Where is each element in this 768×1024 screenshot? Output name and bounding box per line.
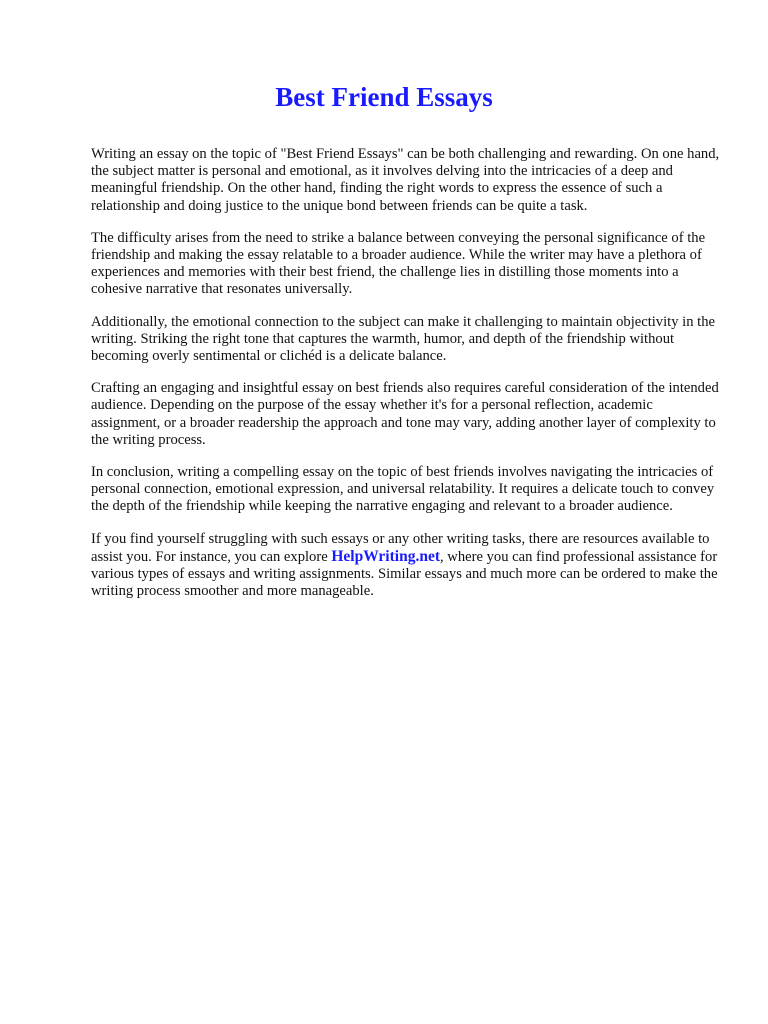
paragraph-6 [91,531,721,601]
paragraph-5: In conclusion, writing a compelling essay on the topic of best friends involves navigating the intricacies of personal connection, emotional expression, and universal relatability. It requires a delicate touch to convey the depth of the friendship while keeping the narrative engaging and relevant to a broader audience. [91,464,715,515]
helpwriting-link[interactable]: HelpWriting.net [331,547,440,565]
paragraph-1: Writing an essay on the topic of "Best Friend Essays" can be both challenging and rewarding. On one hand, the subject matter is personal and emotional, as it involves delving into the intricacies of a deep and meaningful friendship. On the other hand, finding the right words to express the essence of such a relationship and doing justice to the unique bond between friends can be quite a task. [91,146,720,214]
paragraph-4: Crafting an engaging and insightful essay on best friends also requires careful consideration of the intended audience. Depending on the purpose of the essay whether it's for a personal reflection, academic assignment, or a broader readership the approach and tone may vary, adding another layer of complexity to the writing process. [91,380,719,448]
paragraph-6-text-before-link: If you find yourself struggling with such essays or any other writing tasks, there are resources available to assist you. For instance, you can explore [91,530,710,565]
essay-body [91,146,721,615]
page-title: Best Friend Essays [275,82,493,112]
paragraph-6-text-after-link: , where you can find professional assistance for various types of essays and writing assignments. Similar essays and much more can be ordered to make the writing process smoother and more manageable. [91,548,718,600]
paragraph-2: The difficulty arises from the need to strike a balance between conveying the personal significance of the friendship and making the essay relatable to a broader audience. While the writer may have a plethora of experiences and memories with their best friend, the challenge lies in distilling those moments into a cohesive narrative that resonates universally. [91,229,706,298]
paragraph-3: Additionally, the emotional connection to the subject can make it challenging to maintain objectivity in the writing. Striking the right tone that captures the warmth, humor, and depth of the friendship without becoming overly sentimental or clichéd is a delicate balance. [91,313,715,365]
